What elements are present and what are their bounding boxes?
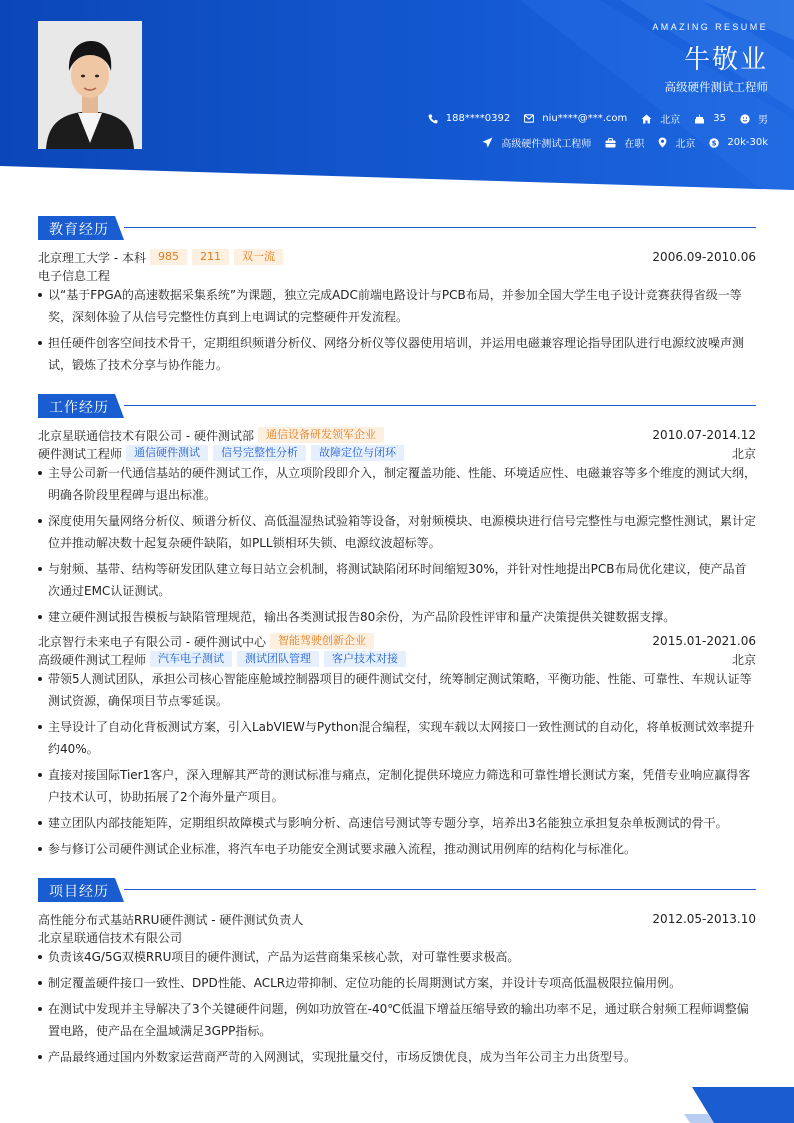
city-info: [641, 111, 680, 126]
skill-tag: 信号完整性分析: [213, 445, 306, 461]
job-period: 2010.07-2014.12: [652, 428, 756, 442]
job-period: 2015.01-2021.06: [652, 634, 756, 648]
section-title: 项目经历: [49, 884, 109, 900]
list-item: 深度使用矢量网络分析仪、频谱分析仪、高低温湿热试验箱等设备，对射频模块、电源模块进行信号完整性与电源完整性测试，累计定位并推动解决数十起复杂硬件缺陷，如PLL锁相环失锁、电源纹波超标等。: [38, 510, 756, 554]
target-city-info: [658, 135, 695, 150]
section-divider: [124, 405, 756, 406]
list-item: 建立团队内部技能矩阵，定期组织故障模式与影响分析、高速信号测试等专题分享，培养出3名能独立承担复杂单板测试的骨干。: [38, 812, 756, 834]
profile-photo: [38, 21, 142, 149]
list-item: 与射频、基带、结构等研发团队建立每日站立会机制，将测试缺陷闭环时间缩短30%，并针对性地提出PCB布局优化建议，使产品首次通过EMC认证测试。: [38, 558, 756, 602]
major-name: 电子信息工程: [38, 268, 111, 283]
job-city: 北京: [731, 446, 756, 461]
project-company-row: [38, 928, 756, 946]
list-item: 以“基于FPGA的高速数据采集系统”为课题，独立完成ADC前端电路设计与PCB布局，并参加全国大学生电子设计竞赛获得省级一等奖，深刻体验了从信号完整性仿真到上电调试的完整硬件开发流程。: [38, 284, 756, 328]
job-role: 硬件测试工程师: [38, 446, 123, 461]
job-role-row: [38, 444, 756, 462]
contact-row: [414, 111, 768, 126]
list-item: 产品最终通过国内外数家运营商严苛的入网测试，实现批量交付，市场反馈优良，成为当年公司主力出货型号。: [38, 1046, 756, 1068]
project-period: 2012.05-2013.10: [652, 912, 756, 926]
company-name: 北京智行未来电子有限公司 - 硬件测试中心: [38, 634, 266, 649]
job-entry-header: [38, 426, 756, 444]
cake-icon: [694, 114, 705, 124]
status-text: 在职: [624, 139, 645, 150]
section-title: 工作经历: [49, 400, 109, 416]
city-text: 北京: [660, 115, 681, 126]
company-tag: 智能驾驶创新企业: [270, 633, 374, 649]
company-name: 北京星联通信技术有限公司 - 硬件测试部: [38, 428, 254, 443]
location-pin-icon: [658, 137, 667, 148]
skill-tag: 故障定位与闭环: [311, 445, 404, 461]
phone-icon: [428, 114, 438, 124]
resume-header: [0, 0, 794, 192]
list-item: 主导公司新一代通信基站的硬件测试工作，从立项阶段即介入，制定覆盖功能、性能、环境适应性、电磁兼容等多个维度的测试大纲，明确各阶段里程碑与退出标准。: [38, 462, 756, 506]
home-icon: [641, 114, 652, 124]
age-text: 35: [713, 113, 726, 124]
skill-tag: 通信硬件测试: [126, 445, 208, 461]
salary-info: [709, 137, 768, 148]
list-item: 担任硬件创客空间技术骨干，定期组织频谱分析仪、网络分析仪等仪器使用培训，并运用电磁兼容理论指导团队进行电源纹波噪声测试，锻炼了技术分享与协作能力。: [38, 332, 756, 376]
list-item: 直接对接国际Tier1客户，深入理解其严苛的测试标准与痛点，定制化提供环境应力筛选和可靠性增长测试方案，凭借专业响应赢得客户技术认可，协助拓展了2个海外量产项目。: [38, 764, 756, 808]
section-divider: [124, 227, 756, 228]
money-icon: [709, 138, 719, 148]
skill-tag: 汽车电子测试: [150, 651, 232, 667]
school-name: 北京理工大学 - 本科: [38, 250, 146, 265]
project-entry-header: [38, 910, 756, 928]
intention-row: [468, 135, 768, 150]
skill-tag: 测试团队管理: [237, 651, 319, 667]
gender-text: 男: [758, 115, 768, 126]
phone-text: 188****0392: [445, 113, 511, 124]
list-item: 负责该4G/5G双模RRU项目的硬件测试，产品为运营商集采核心款，对可靠性要求极高。: [38, 946, 756, 968]
email-text: niu****@***.com: [542, 113, 628, 124]
work-section-header: [38, 394, 756, 418]
target-city-text: 北京: [675, 139, 696, 150]
email-info: [524, 113, 627, 124]
gender-info: [740, 111, 768, 126]
status-info: [605, 135, 644, 150]
section-title: 教育经历: [49, 222, 109, 238]
footer-decoration: [684, 1087, 794, 1123]
candidate-name: 牛敬业: [683, 45, 768, 75]
education-entry-header: [38, 248, 756, 266]
school-tag: 211: [192, 249, 229, 265]
project-company: 北京星联通信技术有限公司: [38, 930, 183, 945]
school-tag: 985: [150, 249, 187, 265]
list-item: 带领5人测试团队，承担公司核心智能座舱域控制器项目的硬件测试交付，统筹制定测试策略，平衡功能、性能、可靠性、车规认证等测试资源，确保项目节点零延误。: [38, 668, 756, 712]
candidate-title: 高级硬件测试工程师: [664, 80, 768, 94]
education-major-row: [38, 266, 756, 284]
briefcase-icon: [605, 138, 616, 148]
skill-tag: 客户技术对接: [324, 651, 406, 667]
list-item: 制定覆盖硬件接口一致性、DPD性能、ACLR边带抑制、定位功能的长周期测试方案，并设计专项高低温极限拉偏用例。: [38, 972, 756, 994]
mail-icon: [524, 114, 534, 123]
list-item: 参与修订公司硬件测试企业标准，将汽车电子功能安全测试要求融入流程，推动测试用例库的结构化与标准化。: [38, 838, 756, 860]
projects-section-header: [38, 878, 756, 902]
target-position-text: 高级硬件测试工程师: [501, 139, 592, 150]
school-tag: 双一流: [234, 249, 283, 265]
job-entry-header: [38, 632, 756, 650]
send-icon: [482, 137, 493, 148]
section-divider: [124, 889, 756, 890]
job-city: 北京: [731, 652, 756, 667]
face-icon: [740, 114, 750, 124]
svg-text:$: $: [711, 139, 717, 148]
salary-text: 20k-30k: [727, 137, 768, 148]
project-name: 高性能分布式基站RRU硬件测试 - 硬件测试负责人: [38, 912, 304, 927]
education-period: 2006.09-2010.06: [652, 250, 756, 264]
job-role: 高级硬件测试工程师: [38, 652, 147, 667]
education-section-header: [38, 216, 756, 240]
age-info: [694, 113, 726, 124]
job-role-row: [38, 650, 756, 668]
list-item: 主导设计了自动化背板测试方案，引入LabVIEW与Python混合编程，实现车载以太网接口一致性测试的自动化，将单板测试效率提升约40%。: [38, 716, 756, 760]
target-position-info: [482, 135, 591, 150]
resume-tagline: AMAZING RESUME: [652, 22, 768, 32]
list-item: 建立硬件测试报告模板与缺陷管理规范，输出各类测试报告80余份，为产品阶段性评审和量产决策提供关键数据支撑。: [38, 606, 756, 628]
list-item: 在测试中发现并主导解决了3个关键硬件问题，例如功放管在-40℃低温下增益压缩导致的输出功率不足，通过联合射频工程师调整偏置电路，使产品在全温域满足3GPP指标。: [38, 998, 756, 1042]
phone-info: [428, 113, 511, 124]
company-tag: 通信设备研发领军企业: [258, 427, 384, 443]
